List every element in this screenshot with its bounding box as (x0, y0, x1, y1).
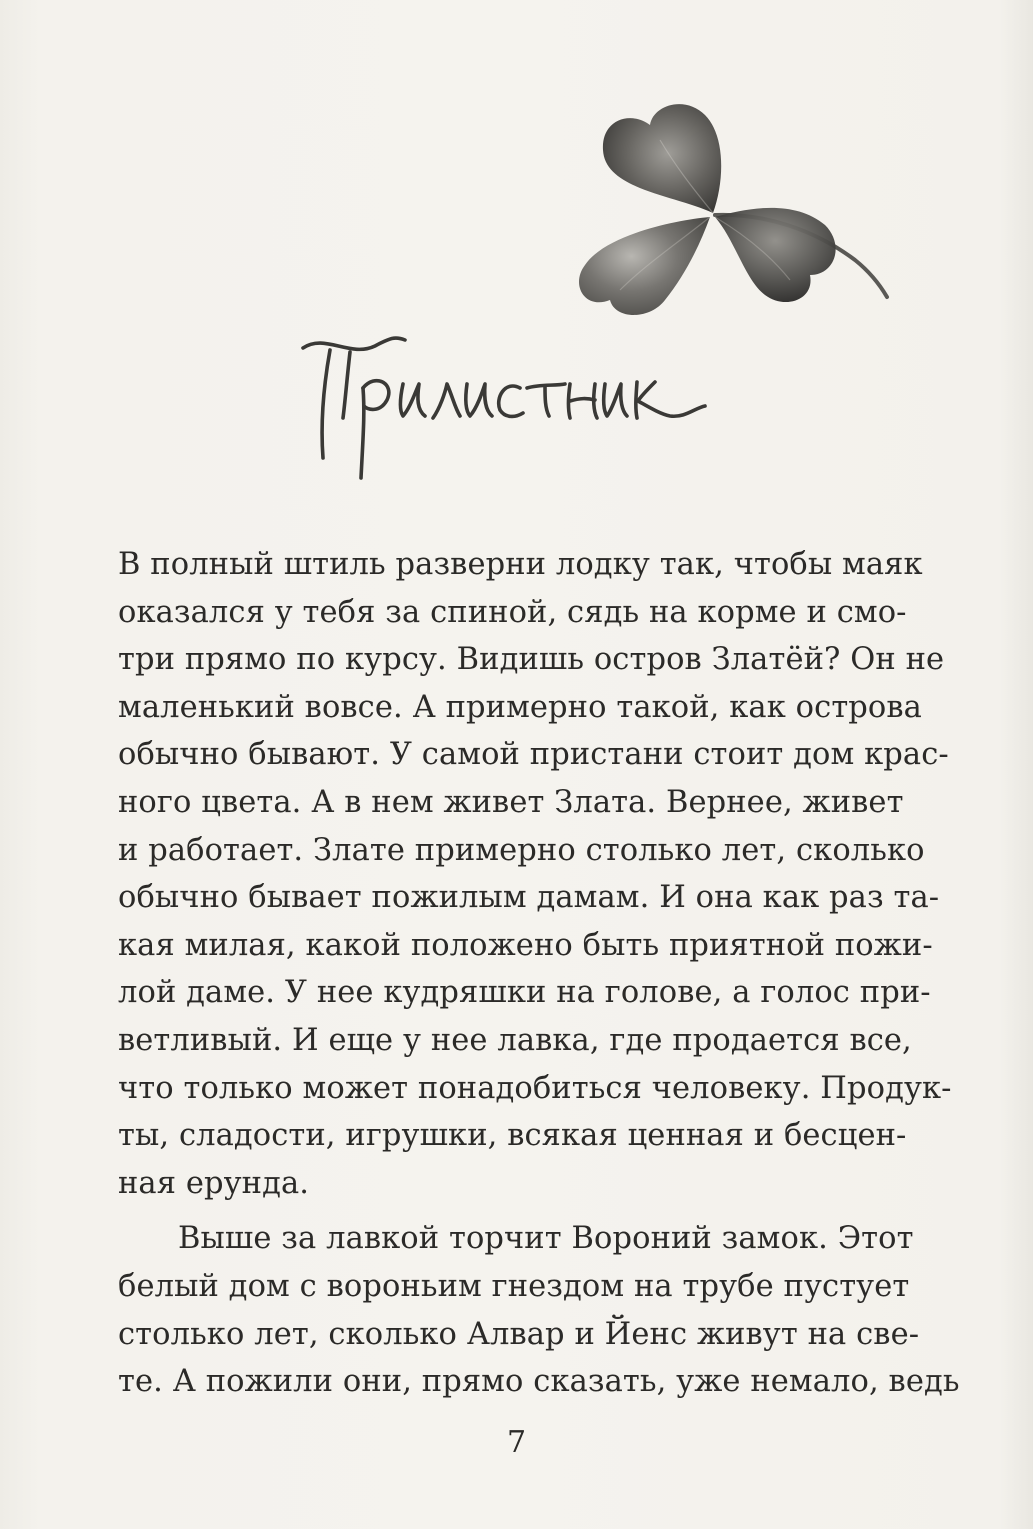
text-line: обычно бывает пожилым дамам. И она как раз та- (118, 880, 940, 916)
text-line: белый дом с вороньим гнездом на трубе пустует (118, 1268, 910, 1304)
text-line: кая милая, какой положено быть приятной пожи- (118, 927, 933, 963)
text-line: оказался у тебя за спиной, сядь на корме и смо- (118, 594, 907, 630)
text-line: обычно бывают. У самой пристани стоит дом крас- (118, 737, 949, 773)
chapter-title-handwritten (295, 318, 715, 488)
text-line: ного цвета. А в нем живет Злата. Вернее, живет (118, 784, 904, 820)
text-line: столько лет, сколько Алвар и Йенс живут на све- (118, 1316, 920, 1352)
page-number: 7 (506, 1425, 527, 1460)
text-line: ветливый. И еще у нее лавка, где продается все, (118, 1022, 912, 1058)
body-text (118, 541, 960, 1406)
text-line: что только может понадобиться человеку. Продук- (118, 1070, 952, 1106)
text-line: В полный штиль разверни лодку так, чтобы маяк (118, 547, 923, 582)
paragraph-gap (118, 1207, 893, 1215)
text-line: Выше за лавкой торчит Вороний замок. Этот (178, 1221, 914, 1257)
text-line: три прямо по курсу. Видишь остров Златёй? Он не (118, 642, 945, 678)
clover-illustration (565, 95, 895, 315)
text-line: лой даме. У нее кудряшки на голове, а голос при- (118, 975, 931, 1011)
text-line: маленький вовсе. А примерно такой, как острова (118, 689, 922, 725)
text-line: ная ерунда. (118, 1165, 310, 1201)
text-line: те. А пожили они, прямо сказать, уже немало, ведь (118, 1364, 960, 1400)
text-line: ты, сладости, игрушки, всякая ценная и бесцен- (118, 1118, 907, 1154)
text-line: и работает. Злате примерно столько лет, сколько (118, 832, 925, 868)
